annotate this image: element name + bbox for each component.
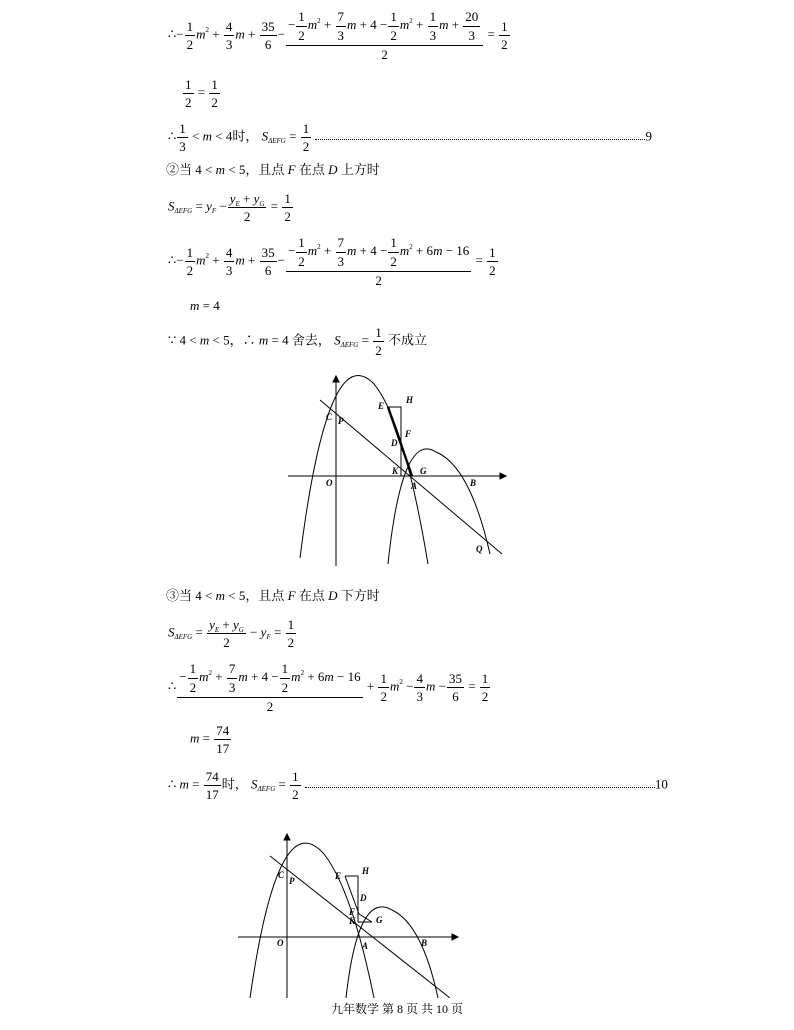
fig2-label-K: K (349, 916, 356, 926)
result-line-9: ∴ $\frac{1}{3}$ < m < 4时， $S_{\Delta EFG}$ = $\frac{1}{2}$ 9 (168, 121, 652, 154)
fig1-label-H: H (406, 395, 414, 405)
fig2-line (270, 856, 450, 998)
equation-line-12: m = $\frac{74}{17}$ (190, 723, 230, 756)
fig1-label-E: E (378, 401, 385, 411)
result-line-10: ∴ m = $\frac{74}{17}$ 时， $S_{\Delta EFG}$ = $\frac{1}{2}$ 10 (168, 769, 668, 802)
equation-line-7: m = 4 (190, 298, 220, 313)
page-footer: 九年数学 第 8 页 共 10 页 (330, 1002, 463, 1016)
case-3-heading: ③当 4 < m < 5，且点 F 在点 D 下方时 (166, 588, 380, 603)
fig1-label-C: C (326, 412, 333, 422)
fig1-label-O: O (326, 478, 333, 488)
fig1-label-K: K (392, 466, 399, 476)
fig2-label-C: C (278, 870, 285, 880)
fig2-label-F: F (349, 907, 356, 917)
equation-line-1: ∴− $\frac{1}{2}$ $m^2$ + $\frac{4}{3}$ m + $\frac{35}{6}$ − − $\frac{1}{2}$ $m^2$ + $\frac{7}{3}$ m + 4 − $\frac{1}{2}$ $m^2$ + $\frac{1}{3}$ m + $\frac{20}{3}$ 2 = $\frac{1}{2}$ (168, 9, 508, 62)
fig2-label-A: A (362, 941, 369, 951)
equation-line-8: ∵ 4 < m < 5，∴ m = 4 舍去， $S_{\Delta EFG}$ = $\frac{1}{2}$ 不成立 (168, 325, 427, 358)
case-2-heading: ②当 4 < m < 5，且点 F 在点 D 上方时 (166, 162, 380, 177)
fig1-label-G: G (420, 466, 427, 476)
score-10: 10 (654, 776, 668, 792)
fig2-label-B: B (421, 938, 428, 948)
fig1-label-B: B (470, 478, 477, 488)
equation-line-5: $S_{\Delta EFG} = y_F$ − $\frac{y_E + y_G}{2}$ = $\frac{1}{2}$ (168, 191, 291, 224)
equation-line-2: $\frac{1}{2}$ = $\frac{1}{2}$ (185, 77, 218, 110)
fig1-parabola-2 (388, 449, 490, 564)
fig2-label-H: H (362, 866, 370, 876)
equation-line-10: $S_{\Delta EFG}$ = $\frac{y_E + y_G}{2}$ − $y_F$ = $\frac{1}{2}$ (168, 617, 295, 650)
fig2-label-E: E (335, 871, 342, 881)
fig2-parabola-1 (250, 843, 374, 998)
fig2-label-P: P (289, 876, 295, 886)
score-9: 9 (645, 128, 652, 144)
figure-1 (280, 370, 510, 570)
fig1-label-A: A (411, 481, 418, 491)
fig2-label-O: O (277, 938, 284, 948)
equation-line-11: ∴ − $\frac{1}{2}$ $m^2$ + $\frac{7}{3}$ m + 4 − $\frac{1}{2}$ $m^2 + 6m - 16$ 2 + $\frac{1}{2}$ $m^2$ − $\frac{4}{3}$ m − $\frac{35}{6}$ = $\frac{1}{2}$ (168, 661, 489, 714)
fig1-label-D: D (391, 438, 398, 448)
fig2-label-D: D (360, 893, 367, 903)
fig1-label-F: F (405, 429, 412, 439)
equation-line-6: ∴− $\frac{1}{2}$ $m^2$ + $\frac{4}{3}$ m + $\frac{35}{6}$ − − $\frac{1}{2}$ $m^2$ + $\frac{7}{3}$ m + 4 − $\frac{1}{2}$ $m^2 + 6m - 16$ 2 = $\frac{1}{2}$ (168, 235, 496, 288)
fig2-axes (238, 834, 458, 998)
fig1-line-CQ (320, 400, 502, 554)
fig2-label-G: G (376, 915, 383, 925)
fig1-label-Q: Q (476, 544, 483, 554)
figure-2 (232, 830, 468, 998)
fig1-label-P: P (338, 416, 344, 426)
